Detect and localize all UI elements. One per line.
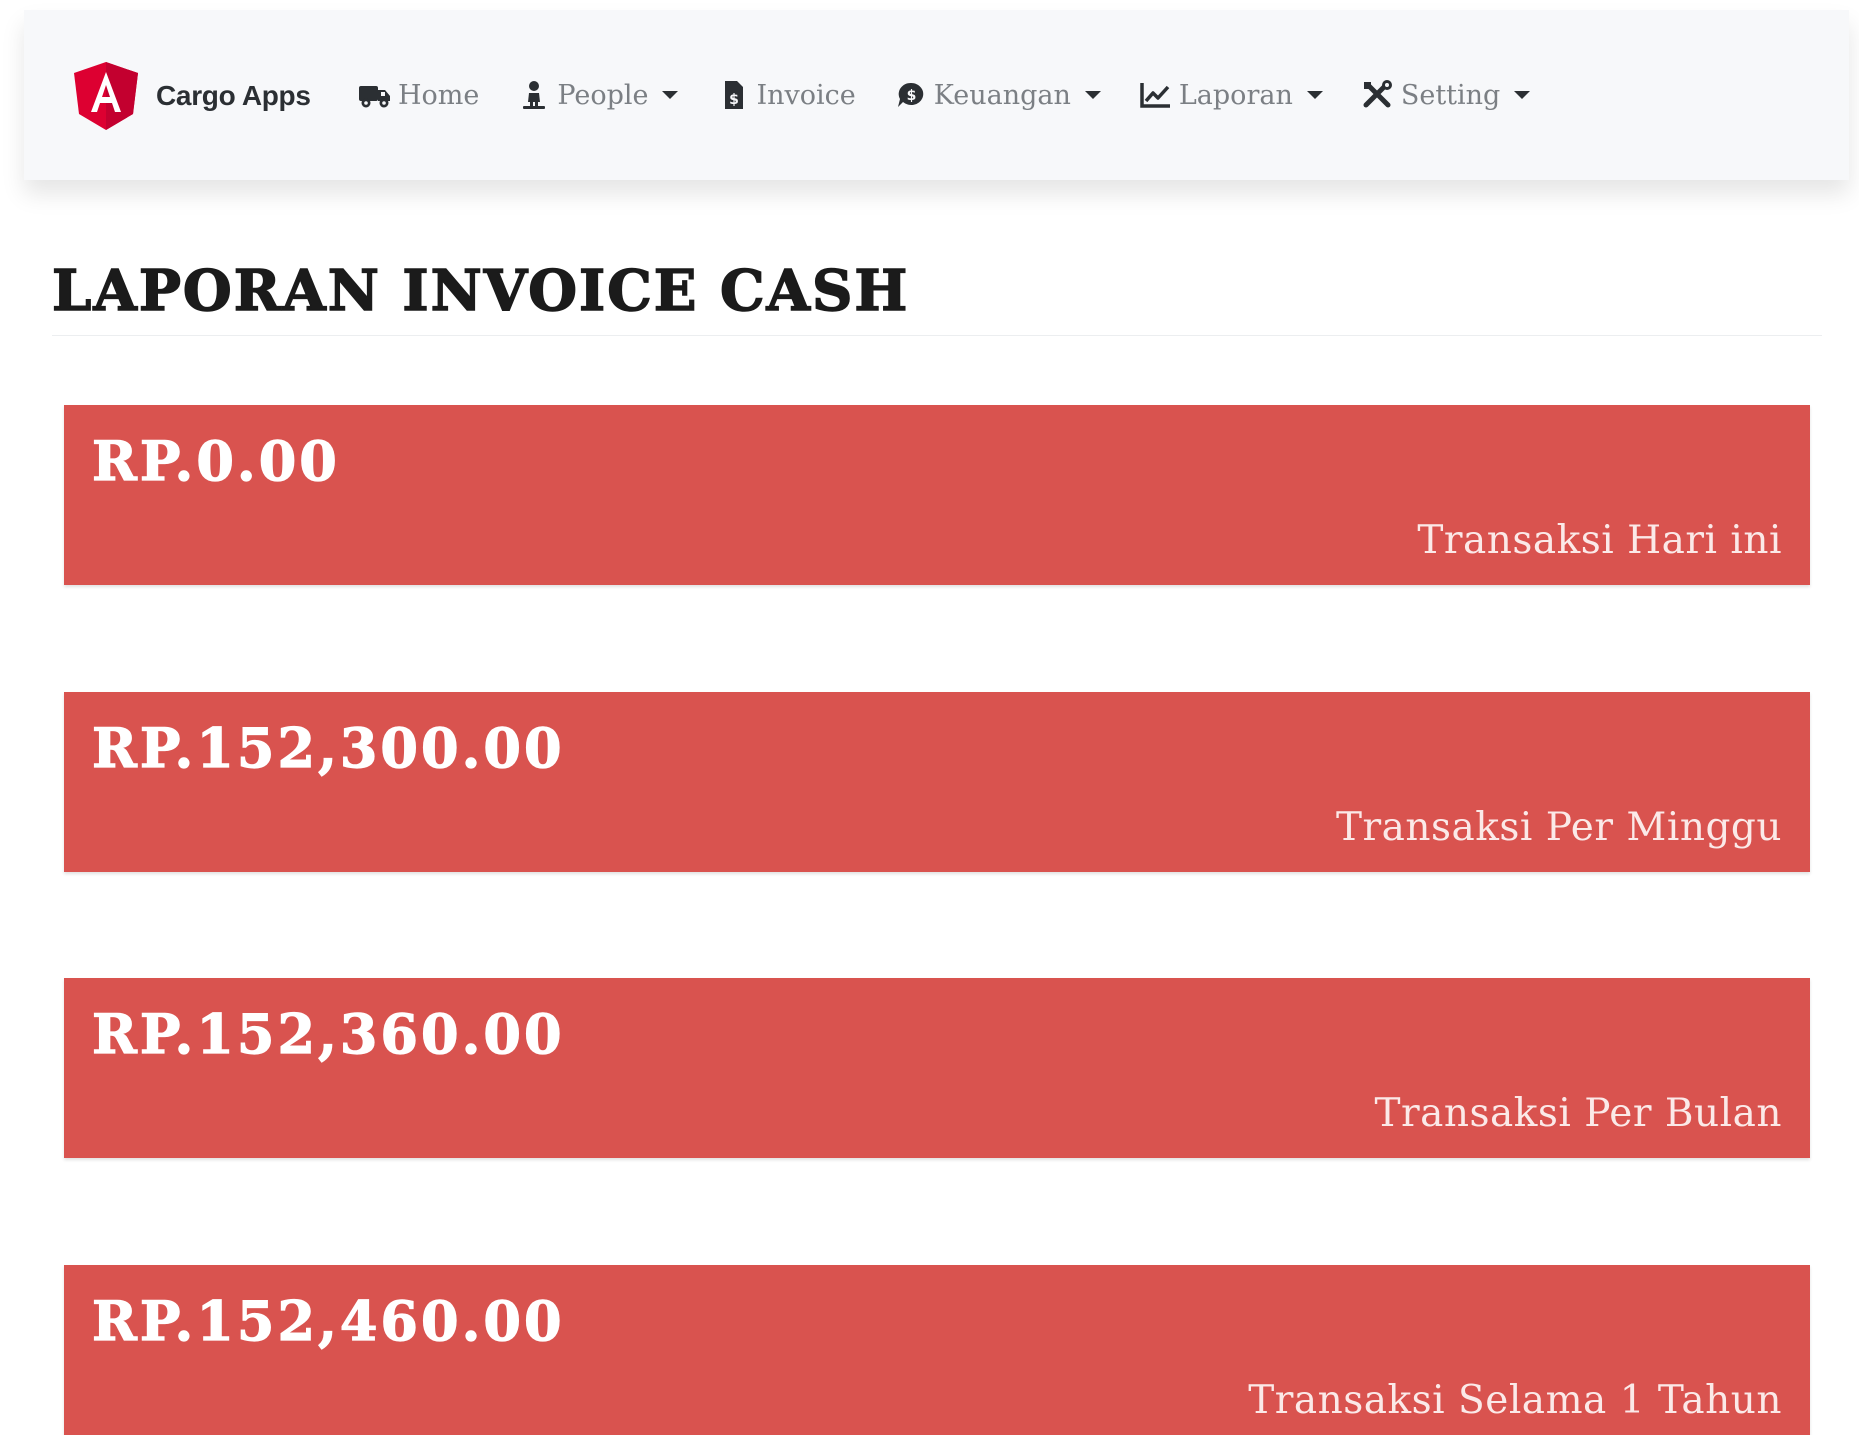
truck-icon <box>358 80 392 110</box>
nav-item-laporan[interactable] <box>1139 80 1323 111</box>
brand-link[interactable] <box>74 62 311 130</box>
summary-card-week <box>64 692 1810 872</box>
nav-label-laporan: Laporan <box>1178 79 1293 111</box>
card-label: Transaksi Per Minggu <box>1336 805 1782 850</box>
chevron-down-icon <box>662 91 678 99</box>
card-amount: RP.152,300.00 <box>92 716 565 780</box>
nav-label-keuangan: Keuangan <box>933 79 1071 111</box>
nav-item-people[interactable] <box>517 80 678 111</box>
card-label: Transaksi Hari ini <box>1417 518 1782 563</box>
nav-item-setting[interactable] <box>1361 80 1530 111</box>
card-amount: RP.152,460.00 <box>92 1289 565 1353</box>
nav-label-home: Home <box>398 79 480 111</box>
title-divider <box>52 335 1822 336</box>
summary-card-year <box>64 1265 1810 1435</box>
summary-card-today <box>64 405 1810 585</box>
card-label: Transaksi Per Bulan <box>1374 1091 1782 1136</box>
chevron-down-icon <box>1514 91 1530 99</box>
nav-item-invoice[interactable] <box>716 80 855 111</box>
nav-label-setting: Setting <box>1400 79 1501 111</box>
chart-icon <box>1139 80 1173 110</box>
nav-item-home[interactable] <box>358 80 479 111</box>
card-amount: RP.0.00 <box>92 429 340 493</box>
invoice-icon <box>716 80 750 110</box>
svg-text:$: $ <box>906 88 917 104</box>
brand-name: Cargo Apps <box>156 80 311 111</box>
nav-label-invoice: Invoice <box>756 79 856 111</box>
summary-card-month <box>64 978 1810 1158</box>
nav-item-keuangan[interactable] <box>894 80 1101 111</box>
chevron-down-icon <box>1307 91 1323 99</box>
page-title: LAPORAN INVOICE CASH <box>52 258 910 324</box>
money-icon <box>894 80 928 110</box>
tools-icon <box>1361 80 1395 110</box>
svg-text:$: $ <box>729 92 740 108</box>
angular-logo-icon <box>74 62 138 130</box>
main-nav <box>358 10 1568 180</box>
chevron-down-icon <box>1085 91 1101 99</box>
person-icon <box>517 80 551 110</box>
card-label: Transaksi Selama 1 Tahun <box>1248 1378 1782 1423</box>
navbar <box>24 10 1849 180</box>
card-amount: RP.152,360.00 <box>92 1002 565 1066</box>
nav-label-people: People <box>557 79 649 111</box>
